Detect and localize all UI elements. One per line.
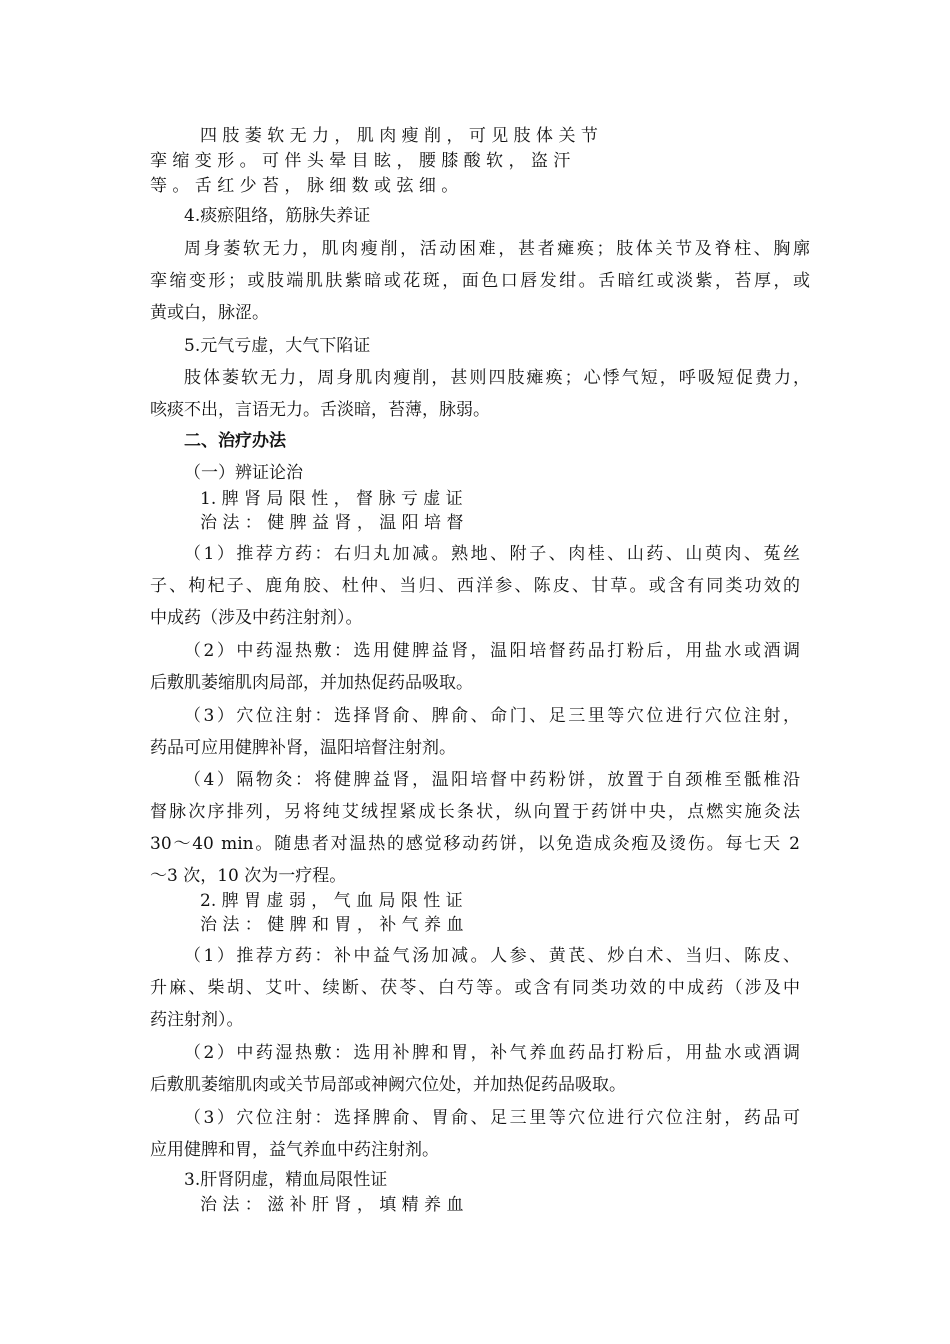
text-line: 挛 缩 变 形 。 可 伴 头 晕 目 眩 ， 腰 膝 酸 软 ， 盗 汗 (150, 151, 571, 171)
text-line: 中成药（涉及中药注射剂）。 (150, 608, 363, 628)
text-line: （2）中药湿热敷：选用补脾和胃，补气养血药品打粉后，用盐水或酒调 (184, 1043, 800, 1063)
chapter-heading: 二、治疗办法 (184, 431, 286, 451)
section-heading: 1. 脾 肾 局 限 性 ， 督 脉 亏 虚 证 (200, 489, 463, 509)
section-heading: 4.痰瘀阻络，筋脉失养证 (184, 206, 371, 226)
text-line: 药品可应用健脾补肾，温阳培督注射剂。 (150, 738, 456, 758)
text-line: 挛缩变形；或肢端肌肤紫暗或花斑，面色口唇发绀。舌暗红或淡紫，苔厚，或 (150, 271, 810, 291)
section-heading: 3.肝肾阴虚，精血局限性证 (184, 1170, 388, 1190)
text-line: （3）穴位注射：选择脾俞、胃俞、足三里等穴位进行穴位注射，药品可 (184, 1108, 800, 1128)
text-line: 应用健脾和胃，益气养血中药注射剂。 (150, 1140, 439, 1160)
text-line: （1）推荐方药：补中益气汤加减。人参、黄芪、炒白术、当归、陈皮、 (184, 946, 800, 966)
text-line: 咳痰不出，言语无力。舌淡暗，苔薄，脉弱。 (150, 400, 490, 420)
text-line: （2）中药湿热敷：选用健脾益肾，温阳培督药品打粉后，用盐水或酒调 (184, 641, 800, 661)
text-line: 督脉次序排列，另将纯艾绒捏紧成长条状，纵向置于药饼中央，点燃实施灸法 (150, 802, 800, 822)
text-line: 后敷肌萎缩肌肉局部，并加热促药品吸取。 (150, 673, 473, 693)
text-line: 等 。 舌 红 少 苔 ， 脉 细 数 或 弦 细 。 (150, 176, 459, 196)
text-line: 治 法 ： 滋 补 肝 肾 ， 填 精 养 血 (200, 1195, 464, 1215)
text-line: 四 肢 萎 软 无 力 ， 肌 肉 瘦 削 ， 可 见 肢 体 关 节 (200, 126, 598, 146)
text-line: ～3 次，10 次为一疗程。 (150, 866, 347, 886)
text-line: （4）隔物灸：将健脾益肾，温阳培督中药粉饼，放置于自颈椎至骶椎沿 (184, 770, 800, 790)
text-line: 黄或白，脉涩。 (150, 303, 269, 323)
subsection-heading: （一）辨证论治 (184, 463, 303, 483)
section-heading: 5.元气亏虚，大气下陷证 (184, 336, 371, 356)
text-line: 子、枸杞子、鹿角胶、杜仲、当归、西洋参、陈皮、甘草。或含有同类功效的 (150, 576, 800, 596)
text-line: 周身萎软无力，肌肉瘦削，活动困难，甚者瘫痪；肢体关节及脊柱、胸廓 (184, 239, 810, 259)
text-line: 药注射剂）。 (150, 1010, 244, 1030)
text-line: 治 法 ： 健 脾 益 肾 ， 温 阳 培 督 (200, 513, 464, 533)
text-line: 30～40 min。随患者对温热的感觉移动药饼，以免造成灸疱及烫伤。每七天 2 (150, 834, 800, 854)
text-line: （3）穴位注射：选择肾俞、脾俞、命门、足三里等穴位进行穴位注射， (184, 706, 800, 726)
text-line: （1）推荐方药：右归丸加减。熟地、附子、肉桂、山药、山萸肉、菟丝 (184, 544, 800, 564)
text-line: 肢体萎软无力，周身肌肉瘦削，甚则四肢瘫痪；心悸气短，呼吸短促费力， (184, 368, 810, 388)
text-line: 升麻、柴胡、艾叶、续断、茯苓、白芍等。或含有同类功效的中成药（涉及中 (150, 978, 800, 998)
text-line: 后敷肌萎缩肌肉或关节局部或神阙穴位处，并加热促药品吸取。 (150, 1075, 626, 1095)
text-line: 治 法 ： 健 脾 和 胃 ， 补 气 养 血 (200, 915, 464, 935)
section-heading: 2. 脾 胃 虚 弱 ， 气 血 局 限 性 证 (200, 891, 463, 911)
